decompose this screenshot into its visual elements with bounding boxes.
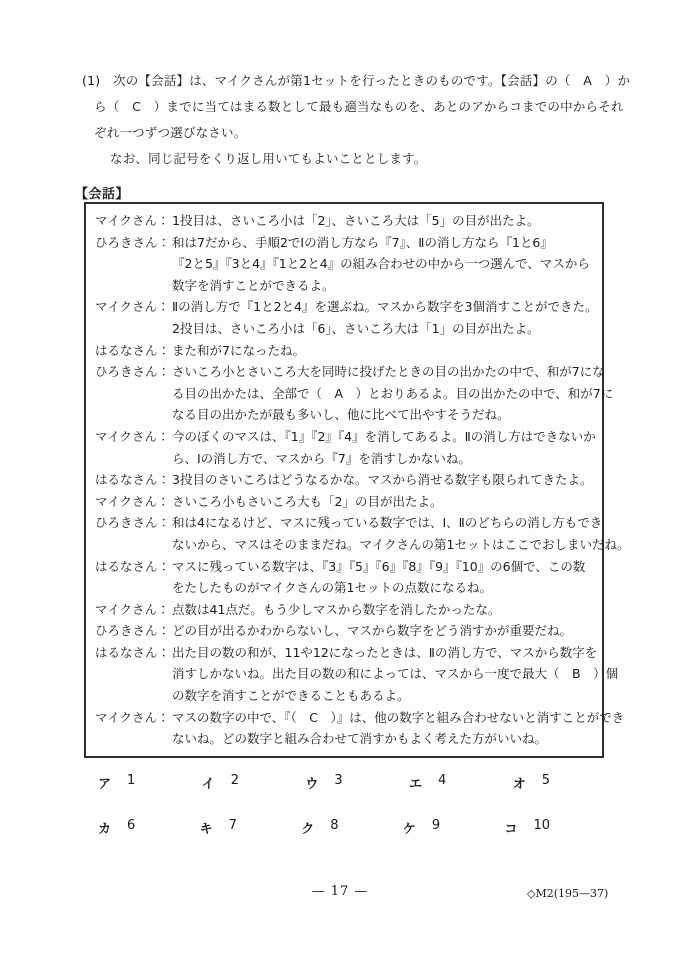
dialog-text [172, 340, 598, 362]
option-item [305, 773, 342, 791]
option-value: 2 [230, 773, 239, 788]
dialog-line: ら、Ⅰの消し方で、マスから『7』を消すしかないね。 [172, 450, 471, 466]
dialog-line: さいころ小もさいころ大も「2」の目が出たよ。 [172, 493, 443, 509]
option-value: 6 [127, 818, 136, 833]
dialog-entry [95, 642, 619, 707]
option-value: 1 [127, 773, 136, 788]
dialog-entry [95, 232, 598, 297]
speaker-name: マイクさん： [95, 213, 170, 228]
option-letter: ク [301, 822, 315, 837]
dialog-entry [95, 556, 598, 599]
option-value: 8 [330, 818, 339, 833]
dialog-line: 和は4になるけど、マスに残っている数字では、Ⅰ、Ⅱのどちらの消し方もでき [172, 515, 603, 531]
option-item [409, 773, 446, 791]
page-number: — 17 — [311, 884, 369, 899]
speaker-name: ひろきさん： [95, 515, 171, 531]
dialog-line: をたしたものがマイクさんの第1セットの点数になるね。 [172, 580, 492, 596]
dialog-entry [95, 491, 598, 513]
dialog-entry [95, 361, 614, 426]
option-item [98, 773, 135, 791]
dialog-entry [95, 707, 625, 750]
dialog-entry [95, 426, 598, 469]
dialog-text [172, 707, 624, 750]
dialog-entry [95, 296, 598, 339]
intro-line: なお、同じ記号をくり返し用いてもよいこととします。 [110, 151, 427, 166]
dialog-text [172, 512, 629, 555]
option-letter: エ [409, 777, 423, 792]
speaker-name: マイクさん： [95, 601, 170, 617]
intro-line: (1) 次の【会話】は、マイクさんが第1セットを行ったときのものです。【会話】の（ A ）か [82, 73, 631, 88]
speaker-name: ひろきさん： [95, 364, 171, 380]
option-letter: オ [512, 777, 526, 792]
dialog-entry [95, 620, 598, 642]
dialog-entry [95, 210, 598, 232]
dialog-line: 数字を消すことができるよ。 [172, 277, 335, 293]
option-letter: イ [201, 777, 215, 792]
dialog-text [172, 426, 598, 469]
intro-line: ら（ C ）までに当てはまる数として最も適当なものを、あとのアからコまでの中からそれ [94, 99, 624, 114]
answer-options [98, 773, 550, 863]
option-letter: ケ [402, 822, 416, 837]
dialog-label: 【会話】 [75, 187, 130, 202]
dialog-text [172, 491, 598, 513]
dialog-line: ないから、マスはそのままだね。マイクさんの第1セットはここでおしまいだね。 [172, 536, 630, 552]
intro-line: ぞれ一つずつ選びなさい。 [94, 125, 247, 140]
speaker-name: はるなさん： [95, 558, 171, 574]
option-letter: ウ [305, 777, 319, 792]
dialog-line: ないね。どの数字と組み合わせて消すかもよく考えた方がいいね。 [172, 731, 548, 747]
speaker-name: はるなさん： [95, 342, 171, 358]
dialog-line: 今のぼくのマスは、『1』『2』『4』を消してあるよ。Ⅱの消し方はできないか [172, 428, 596, 444]
option-item [504, 818, 550, 836]
dialog-line: 和は7だから、手順2でⅠの消し方なら『7』、Ⅱの消し方なら『1と6』 [172, 234, 553, 250]
option-value: 9 [431, 818, 441, 833]
option-item [98, 818, 135, 836]
speaker-name: ひろきさん： [95, 623, 171, 639]
dialog-text [172, 469, 598, 491]
dialog-line: 消すしかないね。出た目の数の和によっては、マスから一度で最大（ B ）個 [172, 666, 619, 682]
dialog-entry [95, 340, 598, 362]
dialog-text [172, 210, 598, 232]
option-item [202, 773, 239, 791]
option-item [200, 818, 237, 836]
dialog-line: 点数は41点だ。もう少しマスから数字を消したかったな。 [172, 601, 501, 617]
dialog-line: さいころ小とさいころ大を同時に投げたときの目の出かたの中で、和が7にな [172, 364, 605, 380]
option-value: 5 [541, 773, 550, 788]
dialog-text [172, 642, 618, 707]
dialog-line: の数字を消すことができることもあるよ。 [172, 688, 410, 704]
option-item [513, 773, 550, 791]
dialog-text [172, 296, 598, 339]
option-letter: カ [98, 822, 112, 837]
option-item [301, 818, 338, 836]
option-letter: コ [504, 822, 518, 837]
dialog-line: マスに残っている数字は、『3』『5』『6』『8』『9』『10』の6個で、この数 [172, 558, 586, 574]
option-letter: ア [98, 777, 112, 792]
speaker-name: マイクさん： [95, 428, 170, 444]
dialog-text [172, 620, 598, 642]
speaker-name: マイクさん： [95, 709, 170, 725]
option-value: 7 [228, 818, 237, 833]
option-value: 3 [334, 773, 343, 788]
dialog-text [172, 232, 598, 297]
question-intro [82, 68, 630, 172]
dialog-line: 3投目のさいころはどうなるかな。マスから消せる数字も限られてきたよ。 [172, 472, 593, 488]
option-item [403, 818, 440, 836]
dialog-text [172, 361, 613, 426]
speaker-name: ひろきさん： [95, 234, 171, 250]
option-value: 4 [438, 773, 447, 788]
dialog-line: マスの数字の中で、『（ C ）』は、他の数字と組み合わせないと消すことができ [172, 709, 625, 725]
dialog-line: 2投目は、さいころ小は「6」、さいころ大は「1」の目が出たよ。 [172, 320, 540, 336]
dialog-line: なる目の出かたが最も多いし、他に比べて出やすそうだね。 [172, 407, 510, 423]
dialog-line: どの目が出るかわからないし、マスから数字をどう消すかが重要だね。 [172, 623, 573, 639]
dialog-text [172, 556, 598, 599]
speaker-name: はるなさん： [95, 644, 171, 660]
speaker-name: はるなさん： [95, 472, 171, 488]
dialog-entry [95, 599, 598, 621]
dialog-line: Ⅱの消し方で『1と2と4』を選ぶね。マスから数字を3個消すことができた。 [172, 299, 598, 315]
dialog-text [172, 599, 598, 621]
doc-code: ◇M2(195—37) [527, 887, 609, 900]
dialog-line: 1投目は、さいころ小は「2」、さいころ大は「5」の目が出たよ。 [172, 213, 540, 228]
option-value: 10 [533, 818, 550, 833]
dialog-entry [95, 512, 630, 555]
speaker-name: マイクさん： [95, 493, 170, 509]
dialog-line: 『2と5』『3と4』『1と2と4』の組み合わせの中から一つ選んで、マスから [172, 256, 590, 272]
options-row-2 [98, 818, 550, 836]
dialog-line: る目の出かたは、全部で（ A ）とおりあるよ。目の出かたの中で、和が7に [172, 385, 614, 401]
dialog-entry [95, 469, 598, 491]
speaker-name: マイクさん： [95, 299, 170, 315]
dialog-box [84, 202, 630, 758]
option-letter: キ [199, 822, 213, 837]
dialog-line: 出た目の数の和が、11や12になったときは、Ⅱの消し方で、マスから数字を [172, 644, 598, 660]
options-row-1 [98, 773, 550, 791]
dialog-line: また和が7になったね。 [172, 342, 305, 358]
